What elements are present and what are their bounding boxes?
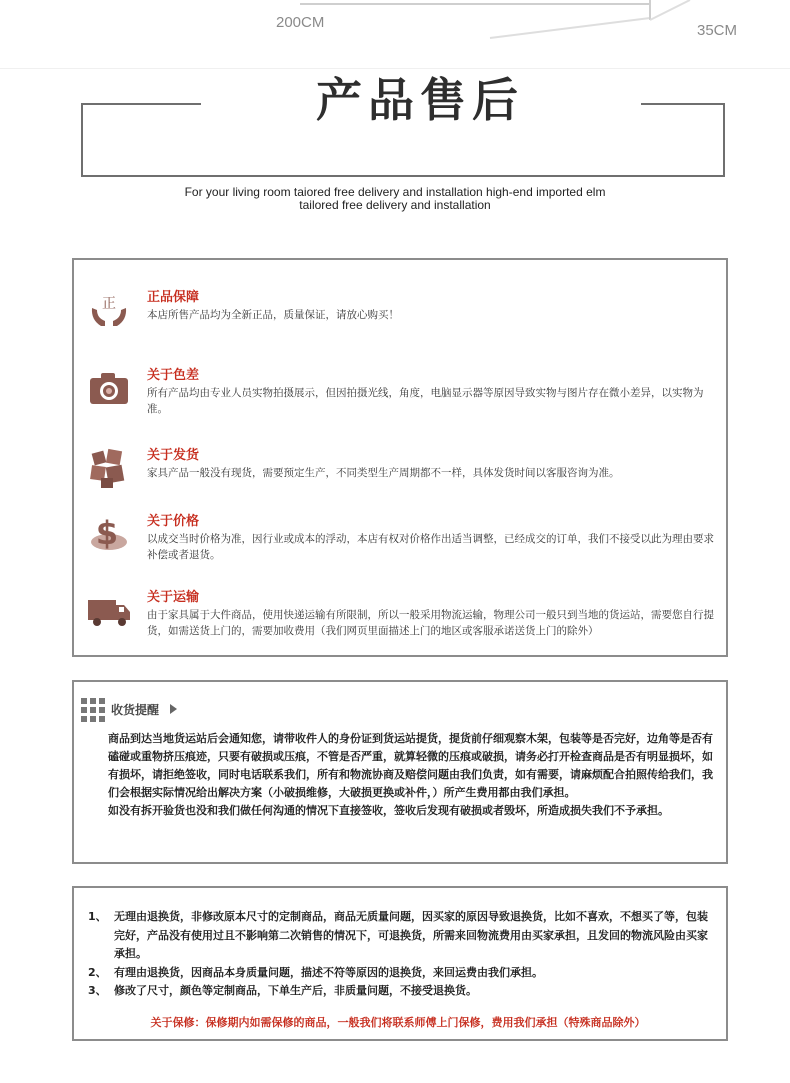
return-policy-number: 1、 — [88, 910, 107, 923]
depth-dimension-label: 35CM — [697, 22, 738, 39]
return-policy-text: 有理由退换货，因商品本身质量问题，描述不符等原因的退换货，来回运费由我们承担。 — [114, 965, 543, 979]
return-policy-box — [72, 886, 728, 1041]
guarantee-heading: 关于发货 — [147, 448, 200, 463]
boxes-icon — [87, 446, 131, 490]
subtitle-line-2: tailored free delivery and installation — [299, 198, 491, 212]
return-policy-number: 3、 — [88, 984, 107, 997]
guarantee-heading: 正品保障 — [147, 290, 200, 305]
guarantee-text: 家具产品一般没有现货，需要预定生产，不同类型生产周期都不一样，具体发货时间以客服咨询为准。 — [147, 467, 620, 479]
shelf-outline-drawing — [300, 0, 720, 46]
triangle-right-icon — [170, 704, 177, 714]
guarantee-text: 本店所售产品均为全新正品，质量保证，请放心购买！ — [147, 309, 399, 321]
guarantee-text: 以成交当时价格为准，因行业或成本的浮动，本店有权对价格作出适当调整，已经成交的订单，我们不接受以此为理由要求补偿或者退货。 — [147, 533, 714, 561]
receipt-reminder-box — [72, 680, 728, 864]
return-policy-item — [88, 982, 718, 1001]
receipt-reminder-text — [108, 730, 720, 820]
return-policy-number: 2、 — [88, 965, 107, 979]
receipt-reminder-title: 收货提醒 — [111, 703, 160, 717]
return-policy-list — [88, 908, 718, 1001]
guarantee-heading: 关于运输 — [147, 590, 200, 605]
guarantee-heading: 关于价格 — [147, 514, 200, 529]
guarantee-text: 所有产品均由专业人员实物拍摄展示，但因拍摄光线，角度，电脑显示器等原因导致实物与图片存在微小差异，以实物为准。 — [147, 387, 704, 415]
return-policy-item — [88, 908, 718, 964]
product-dimension-strip — [0, 0, 790, 69]
warranty-note: 关于保修：保修期内如需保修的商品，一般我们将联系师傅上门保修，费用我们承担（特殊商品除外） — [150, 1016, 646, 1029]
svg-text:正: 正 — [102, 296, 116, 312]
dollar-icon — [87, 512, 131, 556]
guarantee-heading: 关于色差 — [147, 368, 200, 383]
return-policy-item — [88, 964, 718, 983]
page-title: 产品售后 — [316, 73, 524, 127]
truck-icon — [87, 588, 131, 632]
camera-icon — [87, 366, 131, 410]
guarantee-text: 由于家具属于大件商品，使用快递运输有所限制，所以一般采用物流运输，物理公司一般只到当地的货运站，需要您自行提货，如需送货上门的，需要加收费用（我们网页里面描述上门的地区或客服承诺送货上门的除外） — [147, 609, 714, 637]
receipt-paragraph: 如没有拆开验货也没和我们做任何沟通的情况下直接签收，签收后发现有破损或者毁坏，所造成损失我们不予承担。 — [108, 804, 669, 817]
guarantee-box — [72, 258, 728, 657]
return-policy-text: 修改了尺寸，颜色等定制商品，下单生产后，非质量问题，不接受退换货。 — [114, 984, 477, 997]
hands-authentic-icon — [87, 288, 131, 332]
receipt-paragraph: 商品到达当地货运站后会通知您，请带收件人的身份证到货运站提货，提货前仔细观察木架，包装等是否完好，边角等是否有磕碰或重物挤压痕迹，只要有破损或压痕，不管是否严重，就算轻微的压痕或破损，请务必打开检查商品是否有明显损坏，如有损坏，请拒绝签收，同时电话联系我们，所有和物流协商及赔偿问题由我们负责，如有需要，请麻烦配合拍照传给我们，我们会根据实际情况给出解决方案（小破损维修，大破损更换或补件，）所产生费用都由我们承担。 — [108, 732, 713, 799]
title-frame-top-left — [81, 103, 201, 105]
subtitle-line-1: For your living room taiored free delivery and installation high-end imported elm — [184, 185, 606, 199]
width-dimension-label: 200CM — [276, 14, 325, 31]
svg-text:$: $ — [95, 514, 119, 552]
subtitle — [80, 186, 710, 212]
grid-icon — [81, 698, 105, 722]
title-frame-top-right — [641, 103, 723, 105]
return-policy-text: 无理由退换货，非修改原本尺寸的定制商品，商品无质量问题，因买家的原因导致退换货，比如不喜欢，不想买了等，包装完好，产品没有使用过且不影响第二次销售的情况下，可退换货，所需来回物流费用由买家承担，且发回的物流风险由买家承担。 — [114, 910, 708, 960]
